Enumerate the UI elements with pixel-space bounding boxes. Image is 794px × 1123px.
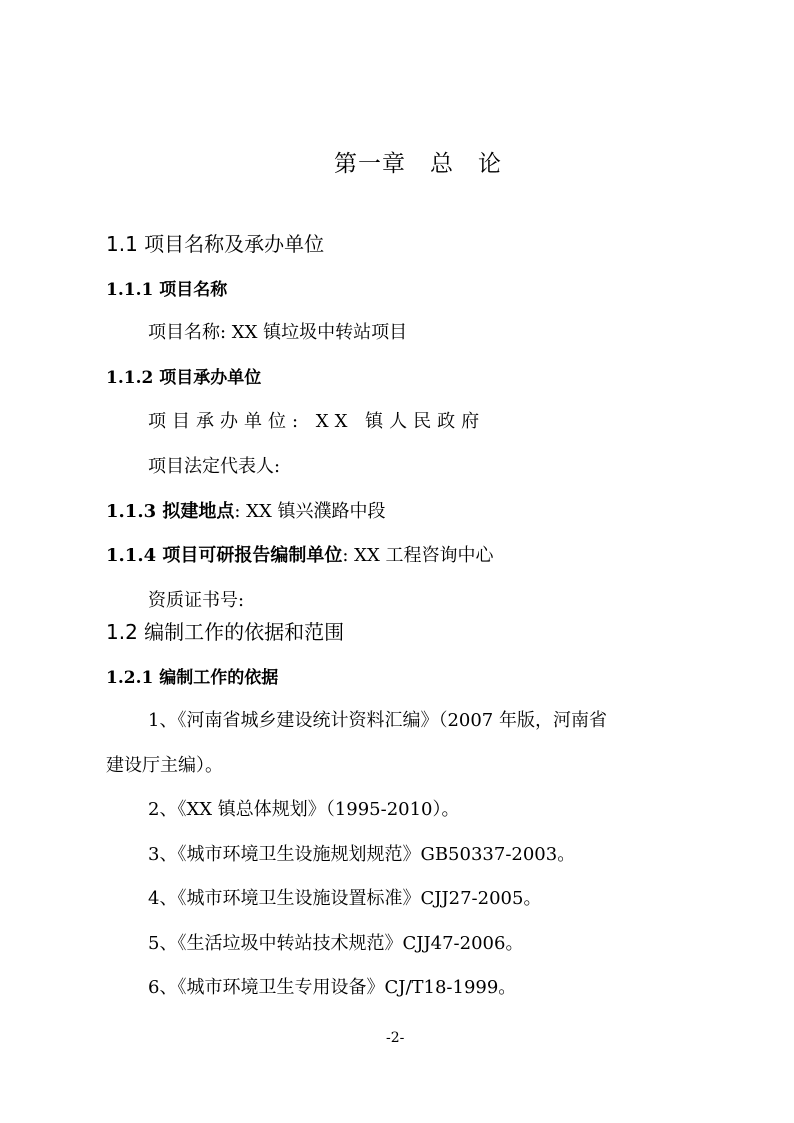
report-unit-line bbox=[106, 544, 494, 568]
section-1-2-heading: 1.2 编制工作的依据和范围 bbox=[106, 620, 345, 644]
undertaking-unit-line: 项目承办单位: XX 镇人民政府 bbox=[148, 411, 486, 432]
report-unit-value: : XX 工程咨询中心 bbox=[342, 545, 494, 566]
basis-item-3: 3、《城市环境卫生设施规划规范》GB50337-2003。 bbox=[148, 844, 576, 865]
page-number: -2- bbox=[386, 1030, 405, 1046]
basis-item-1: 1、《河南省城乡建设统计资料汇编》（2007 年版，河南省 bbox=[148, 710, 607, 731]
chapter-title: 第一章 总 论 bbox=[334, 151, 502, 177]
qualification-line: 资质证书号: bbox=[148, 590, 245, 611]
basis-item-6: 6、《城市环境卫生专用设备》CJ/T18-1999。 bbox=[148, 977, 517, 998]
section-1-1-1-heading: 1.1.1 项目名称 bbox=[106, 280, 228, 300]
proposed-site-line bbox=[106, 500, 386, 524]
basis-item-4: 4、《城市环境卫生设施设置标准》CJJ27-2005。 bbox=[148, 888, 542, 909]
section-1-2-1-heading: 1.2.1 编制工作的依据 bbox=[106, 668, 279, 688]
proposed-site-label: 1.1.3 拟建地点 bbox=[106, 501, 235, 522]
basis-item-1-continued: 建设厅主编）。 bbox=[106, 755, 223, 776]
project-name-line: 项目名称: XX 镇垃圾中转站项目 bbox=[148, 322, 408, 343]
basis-item-2: 2、《XX 镇总体规划》（1995-2010）。 bbox=[148, 799, 460, 820]
section-1-1-2-heading: 1.1.2 项目承办单位 bbox=[106, 368, 262, 388]
basis-item-5: 5、《生活垃圾中转站技术规范》CJJ47-2006。 bbox=[148, 933, 524, 954]
report-unit-label: 1.1.4 项目可研报告编制单位 bbox=[106, 545, 343, 566]
section-1-1-heading: 1.1 项目名称及承办单位 bbox=[106, 232, 325, 256]
proposed-site-value: : XX 镇兴濮路中段 bbox=[234, 501, 386, 522]
legal-representative-line: 项目法定代表人: bbox=[148, 456, 281, 477]
